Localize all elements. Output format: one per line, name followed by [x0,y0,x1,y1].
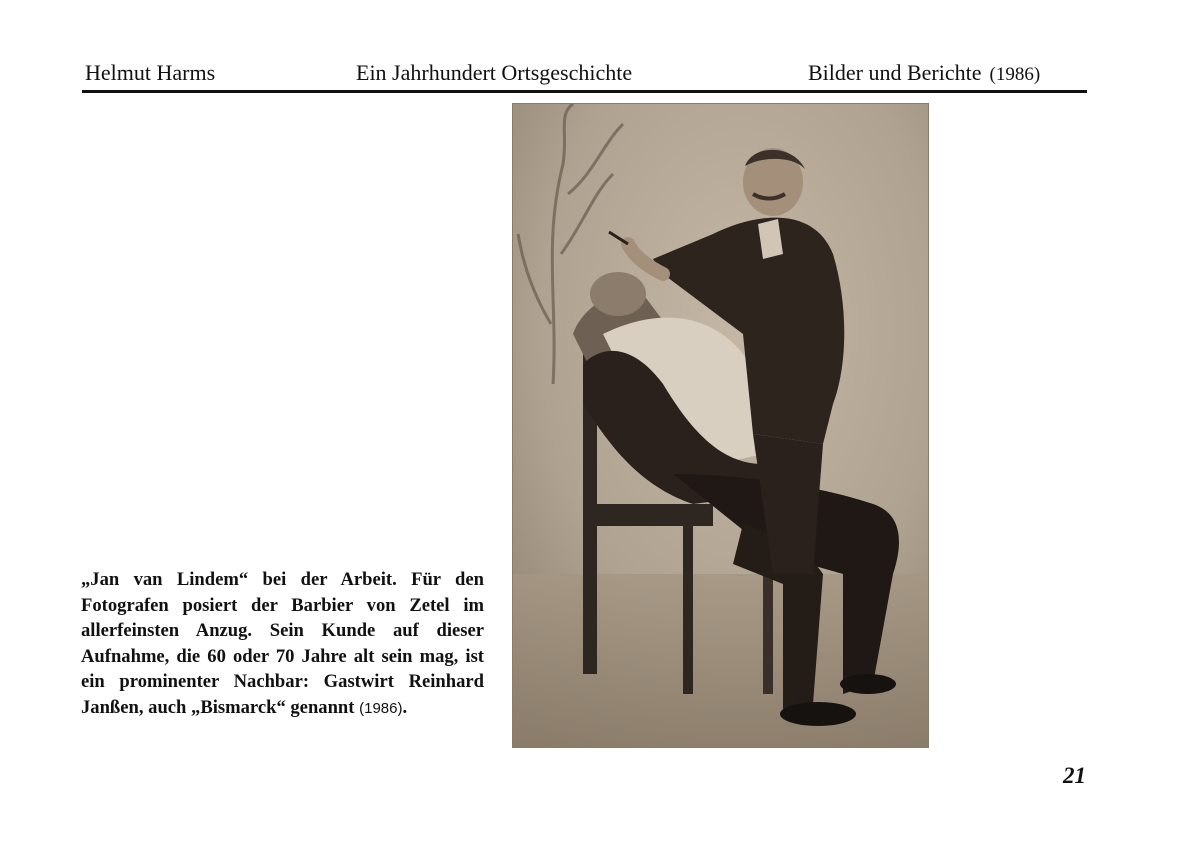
photo-caption [81,567,484,722]
header-series [808,60,1040,88]
header-year: (1986) [989,64,1041,85]
caption-end: . [402,696,408,718]
header-series-label: Bilder und Berichte [808,60,982,85]
page-number: 21 [1063,763,1086,788]
header-rule [82,90,1087,93]
caption-text: „Jan van Lindem“ bei der Arbeit. Für den Fotografen posiert der Barbier von Zetel im allerfeinsten Anzug. Sein Kunde auf dieser Aufnahme, die 60 oder 70 Jahre alt sein mag, ist ein prominenter Nachbar: Gastwirt Reinhard Janßen, auch „Bismarck“ genannt [81,569,484,718]
caption-year: (1986) [359,699,403,717]
header-author: Helmut Harms [85,60,216,85]
header-book-title: Ein Jahrhundert Ortsgeschichte [356,60,633,85]
sepia-photo [512,103,929,748]
photo-illustration [513,104,928,747]
